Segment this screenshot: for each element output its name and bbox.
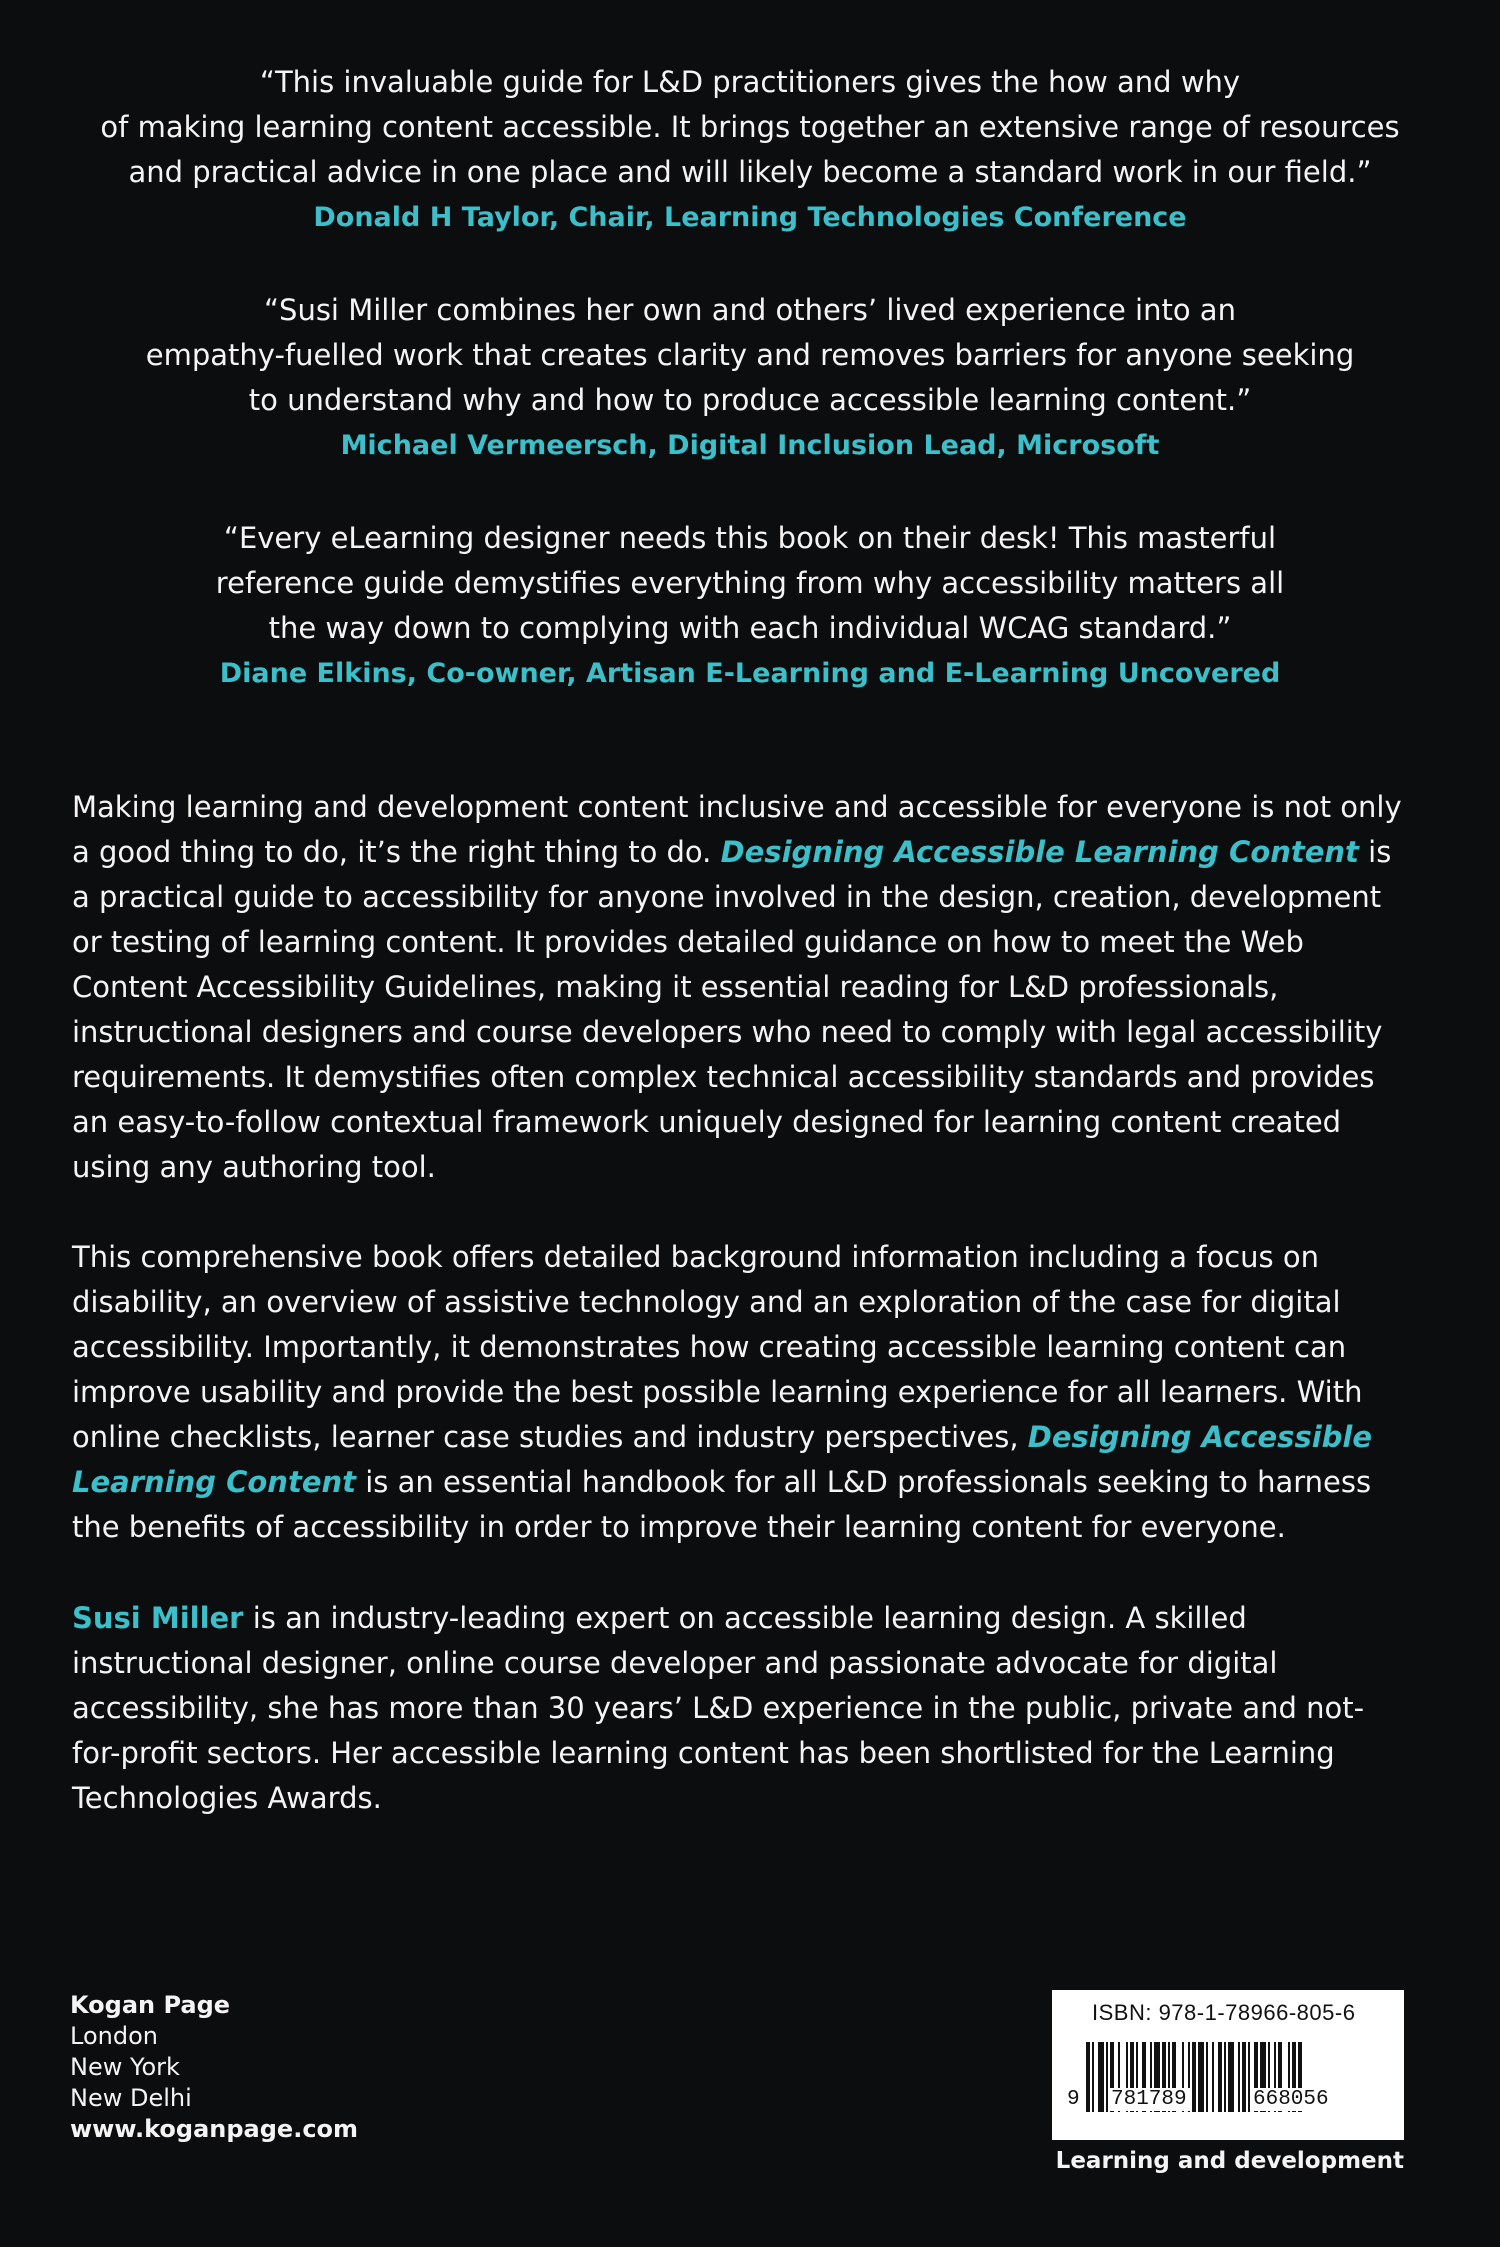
book-title: Designing Accessible Learning Content <box>72 1420 1373 1499</box>
barcode-bar <box>1228 2042 1234 2112</box>
publisher-info <box>70 1990 358 2145</box>
quote-line: “Susi Miller combines her own and others’ lived experience into an <box>264 293 1236 327</box>
barcode-bar <box>1098 2042 1104 2112</box>
quote-line: to understand why and how to produce accessible learning content.” <box>248 383 1252 417</box>
quote-text <box>80 60 1420 195</box>
barcode-bar <box>1212 2042 1214 2112</box>
barcode-bar <box>1092 2042 1094 2112</box>
quote-line: empathy-fuelled work that creates clarity and removes barriers for anyone seeking <box>145 338 1355 372</box>
endorsement-quote <box>80 288 1420 468</box>
publisher-city: New Delhi <box>70 2084 192 2112</box>
publisher-name: Kogan Page <box>70 1991 231 2019</box>
isbn-barcode-block <box>1052 1990 1404 2140</box>
barcode-digit-left: 9 <box>1064 2088 1083 2111</box>
barcode-bar <box>1238 2042 1240 2112</box>
author-bio-text: is an industry-leading expert on accessible learning design. A skilled instructional designer, online course developer and passionate advocate for digital accessibility, she has more than 30 years’ L&D experience in the public, private and not-for-profit sectors. Her accessible learning content has been shortlisted for the Learning Technologies Awards. <box>72 1601 1365 1815</box>
publisher-city: London <box>70 2022 158 2050</box>
endorsement-quote <box>80 60 1420 240</box>
description-paragraph-1: Making learning and development content inclusive and accessible for everyone is not only a good thing to do, it’s the right thing to do. Designing Accessible Learning Content is a practical guide to accessibility for anyone involved in the design, creation, development or testing of learning content. It provides detailed guidance on how to meet the Web Content Accessibility Guidelines, making it essential reading for L&D professionals, instructional designers and course developers who need to comply with legal accessibility requirements. It demystifies often complex technical accessibility standards and provides an easy-to-follow contextual framework uniquely designed for learning content created using any authoring tool. <box>72 790 1402 1184</box>
author-bio <box>72 1596 1412 1821</box>
quote-line: reference guide demystifies everything from why accessibility matters all <box>215 566 1285 600</box>
endorsements <box>80 60 1420 744</box>
author-name: Susi Miller <box>72 1601 244 1635</box>
barcode-bar <box>1242 2042 1246 2112</box>
quote-text <box>80 288 1420 423</box>
publisher-url[interactable]: www.koganpage.com <box>70 2115 359 2143</box>
barcode-bar <box>1224 2042 1226 2112</box>
category-label: Learning and development <box>1055 2148 1404 2174</box>
quote-line: “This invaluable guide for L&D practitioners gives the how and why <box>259 65 1241 99</box>
quote-line: “Every eLearning designer needs this book on their desk! This masterful <box>223 521 1277 555</box>
quote-attribution: Diane Elkins, Co-owner, Artisan E-Learning and E-Learning Uncovered <box>219 658 1281 689</box>
quote-text <box>80 516 1420 651</box>
quote-attribution: Donald H Taylor, Chair, Learning Technologies Conference <box>313 202 1187 233</box>
isbn-label: ISBN: 978-1-78966-805-6 <box>1092 2000 1356 2025</box>
description-paragraph-2: This comprehensive book offers detailed background information including a focus on disability, an overview of assistive technology and an exploration of the case for digital accessibility. Importantly, it demonstrates how creating accessible learning content can improve usability and provide the best possible learning experience for all learners. With online checklists, learner case studies and industry perspectives, Designing Accessible Learning Content is an essential handbook for all L&D professionals seeking to harness the benefits of accessibility in order to improve their learning content for everyone. <box>72 1240 1373 1544</box>
publisher-city: New York <box>70 2053 180 2081</box>
barcode-digit-right: 668056 <box>1250 2088 1332 2111</box>
barcode-bar <box>1206 2042 1208 2112</box>
book-description <box>72 785 1412 1550</box>
endorsement-quote <box>80 516 1420 696</box>
quote-line: the way down to complying with each individual WCAG standard.” <box>268 611 1232 645</box>
barcode-bar <box>1198 2042 1204 2112</box>
quote-attribution: Michael Vermeersch, Digital Inclusion Lead, Microsoft <box>340 430 1160 461</box>
quote-line: of making learning content accessible. It brings together an extensive range of resources <box>100 110 1400 144</box>
barcode-bar <box>1086 2042 1090 2112</box>
barcode-bar <box>1218 2042 1222 2112</box>
quote-line: and practical advice in one place and will likely become a standard work in our field.” <box>128 155 1372 189</box>
barcode-digit-mid: 781789 <box>1108 2088 1190 2111</box>
book-title: Designing Accessible Learning Content <box>720 835 1359 869</box>
barcode-bar <box>1192 2042 1196 2112</box>
